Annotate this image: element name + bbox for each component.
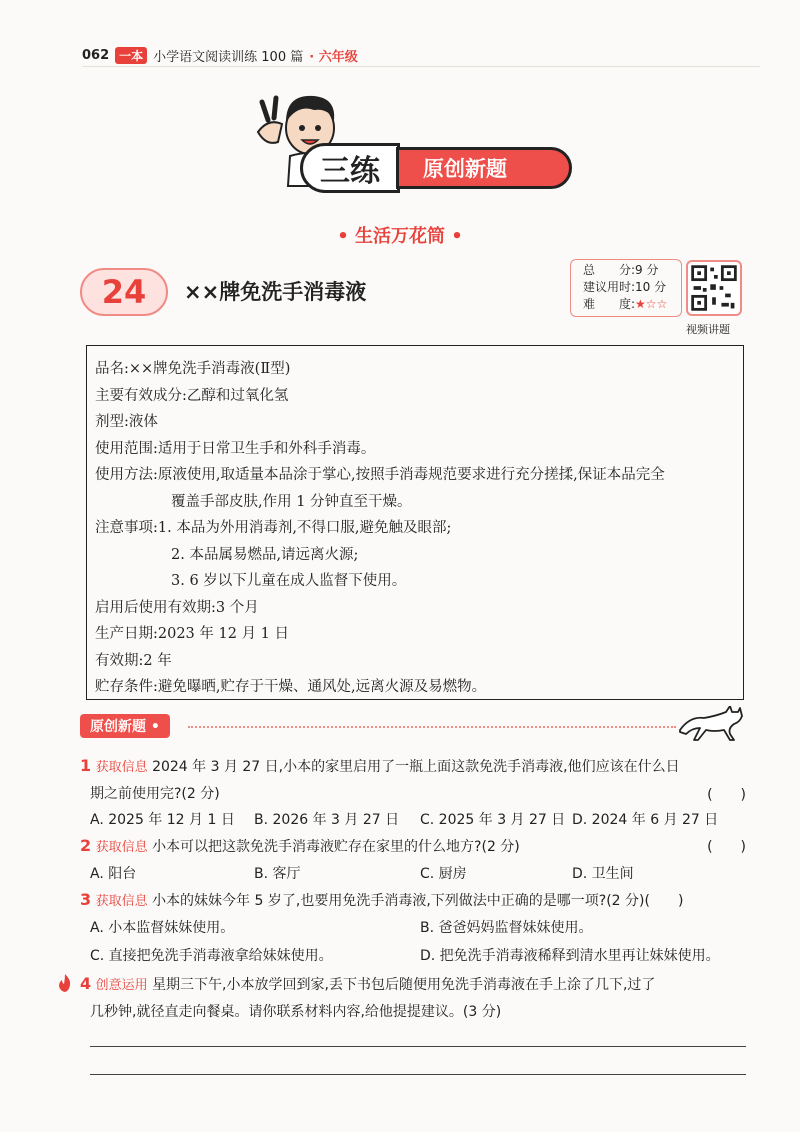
product-line: 覆盖手部皮肤,作用 1 分钟直至干燥。	[171, 493, 412, 510]
product-info-box	[86, 345, 744, 700]
qr-caption: 视频讲题	[686, 323, 730, 336]
question-number: 2	[80, 836, 92, 855]
dotted-divider	[188, 726, 676, 728]
option[interactable]: A. 小本监督妹妹使用。	[90, 920, 235, 936]
difficulty-row: 难 度:★☆☆	[583, 297, 668, 311]
question-number: 4	[80, 974, 92, 993]
answer-line[interactable]	[90, 1046, 746, 1047]
suggested-time-row: 建议用时:10 分	[583, 280, 667, 294]
option[interactable]: B. 2026 年 3 月 27 日	[254, 812, 400, 828]
page-number: 062	[82, 48, 110, 63]
option[interactable]: D. 2024 年 6 月 27 日	[572, 812, 719, 828]
answer-line[interactable]	[90, 1074, 746, 1075]
banner-left-label: 三练	[300, 143, 400, 193]
question-4-cont: 几秒钟,就径直走向餐桌。请你联系材料内容,给他提提建议。(3 分)	[90, 1004, 502, 1020]
running-cat-icon	[676, 706, 748, 744]
product-line: 注意事项:1. 本品为外用消毒剂,不得口服,避免触及眼部;	[95, 520, 452, 536]
qr-code-icon[interactable]	[686, 260, 742, 316]
section-title: • 生活万花筒 •	[337, 226, 463, 247]
book-title: 小学语文阅读训练 100 篇	[153, 50, 304, 65]
total-score-row: 总 分:9 分	[583, 263, 659, 277]
question-2	[80, 834, 520, 860]
question-4	[80, 972, 655, 998]
option[interactable]: C. 2025 年 3 月 27 日	[420, 812, 566, 828]
original-questions-heading: 原创新题 •	[80, 714, 170, 738]
question-tag: 获取信息	[95, 840, 148, 855]
product-line: 品名:××牌免洗手消毒液(Ⅱ型)	[95, 361, 291, 377]
score-info-card	[570, 259, 682, 317]
question-number: 1	[80, 756, 92, 775]
option[interactable]: B. 爸爸妈妈监督妹妹使用。	[420, 920, 593, 936]
product-line: 使用范围:适用于日常卫生手和外科手消毒。	[95, 440, 376, 457]
book-logo: 一本	[115, 47, 147, 64]
question-3	[80, 888, 683, 914]
product-line: 有效期:2 年	[95, 652, 172, 669]
banner-right-label: 原创新题	[396, 147, 572, 189]
answer-paren[interactable]: ( )	[707, 787, 746, 803]
question-tag: 获取信息	[95, 760, 148, 775]
option[interactable]: A. 阳台	[90, 866, 137, 882]
question-text: 小本可以把这款免洗手消毒液贮存在家里的什么地方?(2 分)	[152, 839, 520, 855]
option[interactable]: D. 卫生间	[572, 866, 634, 882]
question-number: 3	[80, 890, 92, 909]
question-tag: 获取信息	[95, 894, 148, 909]
option[interactable]: A. 2025 年 12 月 1 日	[90, 812, 235, 828]
practice-banner	[300, 143, 572, 193]
option[interactable]: D. 把免洗手消毒液稀释到清水里再让妹妹使用。	[420, 948, 720, 964]
product-line: 贮存条件:避免曝晒,贮存于干燥、通风处,远离火源及易燃物。	[95, 679, 487, 695]
product-line: 启用后使用有效期:3 个月	[95, 599, 259, 616]
product-line: 使用方法:原液使用,取适量本品涂于掌心,按照手消毒规范要求进行充分搓揉,保证本品完全	[95, 467, 665, 483]
flame-icon	[58, 974, 72, 992]
option[interactable]: C. 厨房	[420, 866, 467, 882]
option[interactable]: C. 直接把免洗手消毒液拿给妹妹使用。	[90, 948, 333, 964]
answer-paren[interactable]: ( )	[707, 839, 746, 855]
difficulty-stars: ★☆☆	[635, 297, 668, 311]
product-line: 3. 6 岁以下儿童在成人监督下使用。	[171, 573, 407, 589]
question-tag: 创意运用	[95, 978, 148, 993]
lesson-number-badge: 24	[80, 268, 168, 316]
lesson-title: ××牌免洗手消毒液	[184, 280, 367, 304]
running-header	[82, 46, 358, 65]
product-line: 剂型:液体	[95, 414, 158, 430]
grade-label: · 六年级	[309, 50, 358, 65]
header-divider	[82, 66, 760, 67]
product-line: 2. 本品属易燃品,请远离火源;	[171, 546, 359, 563]
option[interactable]: B. 客厅	[254, 866, 301, 882]
question-text: 星期三下午,小本放学回到家,丢下书包后随便用免洗手消毒液在手上涂了几下,过了	[152, 977, 656, 993]
question-text: 小本的妹妹今年 5 岁了,也要用免洗手消毒液,下列做法中正确的是哪一项?(2 分)( )	[152, 893, 684, 909]
question-1-cont: 期之前使用完?(2 分)	[90, 786, 220, 802]
product-line: 生产日期:2023 年 12 月 1 日	[95, 626, 290, 642]
question-1	[80, 754, 680, 780]
question-text: 2024 年 3 月 27 日,小本的家里启用了一瓶上面这款免洗手消毒液,他们应该在什么日	[152, 759, 680, 775]
product-line: 主要有效成分:乙醇和过氧化氢	[95, 387, 289, 404]
